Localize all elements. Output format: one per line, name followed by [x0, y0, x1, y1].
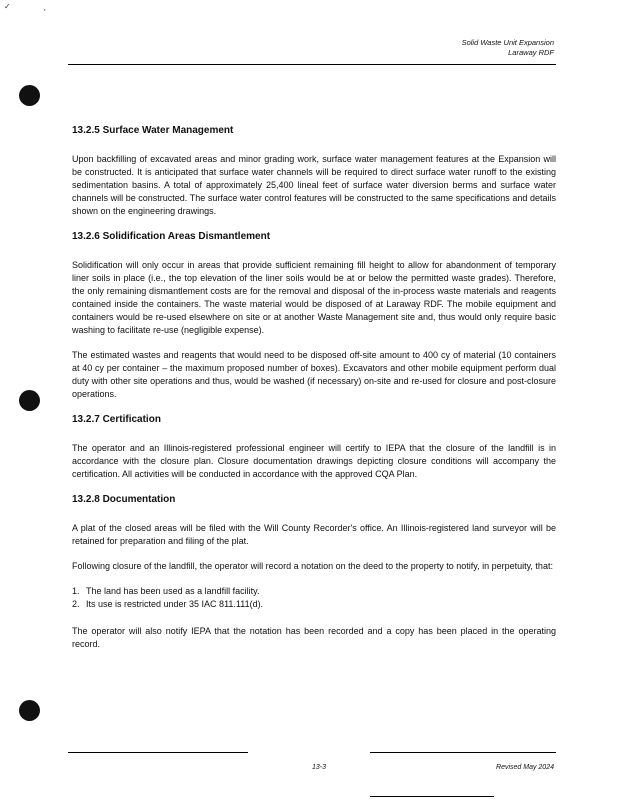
- paragraph: The operator and an Illinois-registered professional engineer will certify to IEPA that the closure of the landfill is in accordance with the closure plan. Closure documentation drawings depicting closure conditions will accompany the certification. All activities will be conducted in accordance with the approved CQA Plan.: [72, 443, 556, 479]
- punch-hole-top: [19, 85, 40, 106]
- document-body: [72, 124, 556, 663]
- header-title: Solid Waste Unit Expansion: [461, 38, 554, 47]
- footer-rule-right: [370, 752, 556, 753]
- header-subtitle: Laraway RDF: [508, 48, 554, 57]
- section-surface-water: [72, 124, 556, 218]
- punch-hole-middle: [19, 390, 40, 411]
- numbered-list: [72, 585, 556, 611]
- list-text: The land has been used as a landfill facility.: [86, 586, 260, 596]
- section-documentation: [72, 493, 556, 651]
- footer-rule-left: [68, 752, 248, 753]
- list-number: 1.: [72, 586, 80, 596]
- section-heading: 13.2.5 Surface Water Management: [72, 125, 234, 136]
- list-item: [72, 598, 556, 611]
- scan-mark: ': [44, 8, 46, 17]
- section-heading: 13.2.7 Certification: [72, 414, 161, 425]
- paragraph: Upon backfilling of excavated areas and minor grading work, surface water management features at the Expansion will be constructed. It is anticipated that surface water channels will be required to direct surface water runoff to the existing sedimentation basins. A total of approximately 25,400 lineal feet of surface water diversion berms and surface water channels will be constructed. The surface water control features will be constructed to the same specifications and details shown on the engineering drawings.: [72, 154, 556, 216]
- header-rule: [68, 64, 556, 65]
- list-text: Its use is restricted under 35 IAC 811.111(d).: [86, 599, 264, 609]
- section-heading: 13.2.6 Solidification Areas Dismantlement: [72, 231, 271, 242]
- list-item: [72, 585, 556, 598]
- paragraph: The operator will also notify IEPA that the notation has been recorded and a copy has been placed in the operating record.: [72, 626, 556, 649]
- page-header: [462, 38, 554, 58]
- scan-mark: ✓: [4, 2, 11, 11]
- section-solidification: [72, 230, 556, 401]
- punch-hole-bottom: [19, 700, 40, 721]
- list-number: 2.: [72, 599, 80, 609]
- bottom-rule: [370, 796, 494, 797]
- paragraph: The estimated wastes and reagents that would need to be disposed off-site amount to 400 cy of material (10 containers at 40 cy per container – the maximum proposed number of boxes). Excavators and other mobile equipment perform dual duty with other site operations and thus, would be washed (if necessary) on-site and re-used for closure and post-closure operations.: [72, 350, 556, 399]
- page-number: 13-3: [312, 764, 327, 771]
- section-heading: 13.2.8 Documentation: [72, 494, 176, 505]
- revision-date: Revised May 2024: [496, 764, 554, 771]
- section-certification: [72, 413, 556, 481]
- paragraph: Solidification will only occur in areas that provide sufficient remaining fill height to allow for abandonment of temporary liner soils in place (i.e., the top elevation of the liner soils would be at or below the permitted waste grades). Therefore, the only remaining dismantlement costs are for the removal and disposal of the in-process waste materials and reagents contained inside the containers. The waste material would be disposed of at Laraway RDF. The mobile equipment and containers would be re-used elsewhere on site or at another Waste Management site and, thus would only require basic washing to facilitate re-use (negligible expense).: [72, 260, 556, 335]
- paragraph: Following closure of the landfill, the operator will record a notation on the deed to the property to notify, in perpetuity, that:: [72, 561, 553, 571]
- paragraph: A plat of the closed areas will be filed with the Will County Recorder's office. An Illinois-registered land surveyor will be retained for preparation and filing of the plat.: [72, 523, 556, 546]
